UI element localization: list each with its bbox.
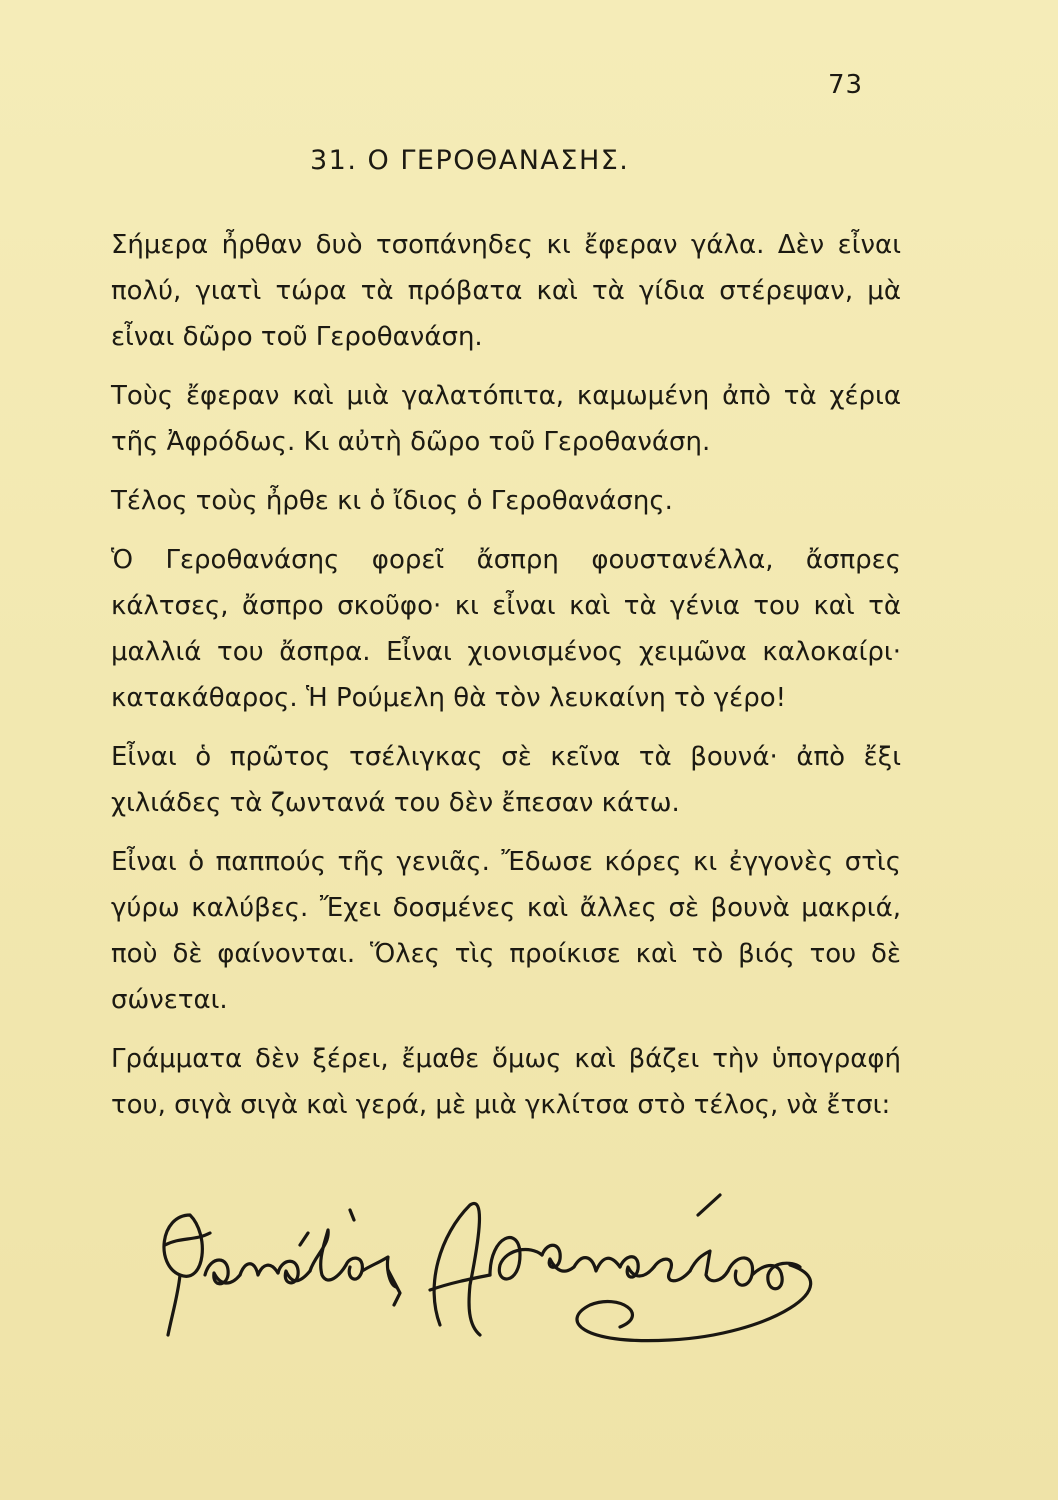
paragraph: Τοὺς ἔφεραν καὶ μιὰ γαλατόπιτα, καμωμένη ἀπὸ τὰ χέρια τῆς Ἀφρόδως. Κι αὐτὴ δῶρο τοῦ Γεροθανάση. — [111, 381, 901, 457]
paragraph: Εἶναι ὁ πρῶτος τσέλιγκας σὲ κεῖνα τὰ βουνά· ἀπὸ ἔξι χιλιάδες τὰ ζωντανά του δὲν ἔπεσαν κάτω. — [111, 742, 901, 818]
chapter-heading: 31. Ο ΓΕΡΟΘΑΝΑΣΗΣ. — [310, 145, 630, 176]
handwritten-signature — [150, 1175, 850, 1375]
paragraph: Γράμματα δὲν ξέρει, ἔμαθε ὅμως καὶ βάζει τὴν ὑπογραφή του, σιγὰ σιγὰ καὶ γερά, μὲ μιὰ γκλίτσα στὸ τέλος, νὰ ἔτσι: — [111, 1044, 901, 1120]
paragraph: Εἶναι ὁ παππούς τῆς γενιᾶς. Ἔδωσε κόρες κι ἐγγονὲς στὶς γύρω καλύβες. Ἔχει δοσμένες καὶ ἄλλες σὲ βουνὰ μακριά, ποὺ δὲ φαίνονται. Ὅλες τὶς προίκισε καὶ τὸ βιός του δὲ σώνεται. — [111, 847, 901, 1015]
paragraph: Ὁ Γεροθανάσης φορεῖ ἄσπρη φουστανέλλα, ἄσπρες κάλτσες, ἄσπρο σκοῦφο· κι εἶναι καὶ τὰ γένια του καὶ τὰ μαλλιά του ἄσπρα. Εἶναι χιονισμένος χειμῶνα καλοκαίρι· κατακάθαρος. Ἡ Ρούμελη θὰ τὸν λευκαίνη τὸ γέρο! — [111, 545, 901, 713]
paragraph: Τέλος τοὺς ἦρθε κι ὁ ἴδιος ὁ Γεροθανάσης. — [111, 486, 673, 516]
signature-drawing — [150, 1175, 850, 1375]
page-number: 73 — [828, 70, 864, 100]
paragraph: Σήμερα ἦρθαν δυὸ τσοπάνηδες κι ἔφεραν γάλα. Δὲν εἶναι πολύ, γιατὶ τώρα τὰ πρόβατα καὶ τὰ γίδια στέρεψαν, μὰ εἶναι δῶρο τοῦ Γεροθανάση. — [111, 230, 901, 352]
chapter-body — [111, 222, 901, 1141]
